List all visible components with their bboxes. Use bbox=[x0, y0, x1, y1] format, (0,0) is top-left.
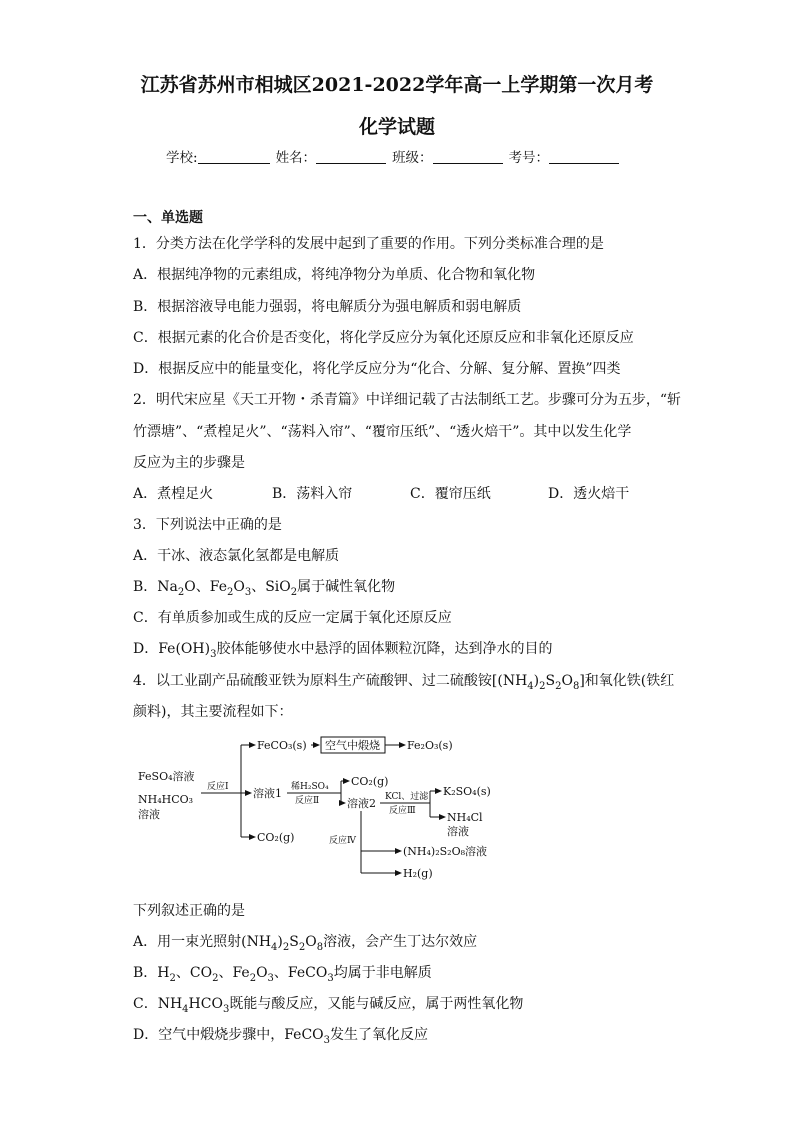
q2-stem-line3: 反应为主的步骤是 bbox=[133, 455, 245, 471]
q3-option-a: A．干冰、液态氯化氢都是电解质 bbox=[133, 548, 340, 564]
flow-reaction-3: 反应Ⅲ bbox=[389, 806, 416, 816]
school-blank bbox=[198, 149, 270, 164]
q1-option-a: A．根据纯净物的元素组成，将纯净物分为单质、化合物和氧化物 bbox=[133, 267, 536, 283]
flow-reaction-4: 反应Ⅳ bbox=[329, 836, 356, 846]
flow-solution-1: 溶液1 bbox=[253, 787, 282, 800]
q3-stem: 3．下列说法中正确的是 bbox=[133, 517, 282, 533]
q4-stem-line2: 颜料)，其主要流程如下： bbox=[133, 704, 293, 720]
section-title: 一、单选题 bbox=[133, 210, 203, 226]
q4-c-suffix: 既能与酸反应，又能与碱反应，属于两性氧化物 bbox=[229, 996, 524, 1012]
flow-solution-2: 溶液2 bbox=[347, 797, 376, 810]
q4-d-prefix: D．空气中煅烧步骤中，FeCO bbox=[133, 1027, 324, 1043]
flow-reaction-1: 反应Ⅰ bbox=[207, 782, 229, 792]
field-class-label: 班级： bbox=[392, 150, 433, 166]
q2-stem-line2: 竹漂塘”、“煮楻足火”、“荡料入帘”、“覆帘压纸”、“透火焙干”。其中以发生化学 bbox=[133, 424, 632, 440]
flow-feco3: FeCO₃(s) bbox=[257, 739, 307, 752]
q4-option-a: A．用一束光照射$(NH_4)_2S_2O_8$溶液，会产生丁达尔效应 bbox=[133, 934, 478, 953]
q1-stem: 1．分类方法在化学学科的发展中起到了重要的作用。下列分类标准合理的是 bbox=[133, 236, 604, 252]
q3-option-b: B．$Na_2O$、$Fe_2O_3$、SiO$_2$属于碱性氧化物 bbox=[133, 579, 396, 598]
q2-stem-line1: 2．明代宋应星《天工开物・杀青篇》中详细记载了古法制纸工艺。步骤可分为五步，“斩 bbox=[133, 392, 682, 408]
flow-fe2o3: Fe₂O₃(s) bbox=[407, 739, 453, 752]
q4-d-suffix: 发生了氧化反应 bbox=[330, 1027, 429, 1043]
q2-option-d: D．透火焙干 bbox=[548, 486, 630, 502]
q4-option-b: B．$H_2$、$CO_2$、$Fe_2O_3$、FeCO$_3$均属于非电解质 bbox=[133, 965, 432, 984]
field-school-label: 学校: bbox=[166, 150, 198, 166]
field-name-label: 姓名： bbox=[275, 150, 317, 166]
number-blank bbox=[549, 149, 619, 164]
q2-option-b: B．荡料入帘 bbox=[272, 486, 353, 502]
q4-b-suffix: 均属于非电解质 bbox=[333, 965, 432, 981]
flow-calcine: 空气中煅烧 bbox=[325, 739, 380, 752]
q4-a-suffix: 溶液，会产生丁达尔效应 bbox=[323, 934, 478, 950]
q2-option-c: C．覆帘压纸 bbox=[410, 486, 491, 502]
flow-co2-bottom: CO₂(g) bbox=[257, 831, 295, 844]
q4-prompt: 下列叙述正确的是 bbox=[133, 903, 245, 919]
exam-subtitle: 化学试题 bbox=[358, 116, 435, 138]
name-blank bbox=[316, 149, 386, 164]
q4-stem-line1: 4．以工业副产品硫酸亚铁为原料生产硫酸钾、过二硫酸铵$[(NH_4)_2S_2O_8]$和氧化铁(铁红 bbox=[133, 673, 675, 692]
q4-a-prefix: A．用一束光照射(NH bbox=[133, 934, 272, 950]
student-info-fields bbox=[166, 146, 625, 166]
flow-dilute-acid: 稀H₂SO₄ bbox=[291, 782, 329, 792]
q4-line1-prefix: 4．以工业副产品硫酸亚铁为原料生产硫酸钾、过二硫酸铵[(NH bbox=[133, 673, 528, 689]
flow-nh4cl: NH₄Cl bbox=[447, 811, 483, 824]
flow-nh4hco3: NH₄HCO₃ bbox=[138, 793, 194, 806]
flow-reaction-2: 反应Ⅱ bbox=[295, 796, 320, 806]
q1-option-b: B．根据溶液导电能力强弱，将电解质分为强电解质和弱电解质 bbox=[133, 299, 522, 315]
q3-b-prefix: B．Na bbox=[133, 579, 178, 595]
q4-line1-suffix: ]和氧化铁(铁红 bbox=[579, 673, 675, 689]
flow-co2-gas: CO₂(g) bbox=[351, 775, 389, 788]
field-number-label: 考号： bbox=[508, 150, 550, 166]
flow-nh4hco3-solution: 溶液 bbox=[138, 808, 160, 821]
flow-persulfate: (NH₄)₂S₂O₈溶液 bbox=[403, 845, 487, 858]
q3-d-suffix: 胶体能够使水中悬浮的固体颗粒沉降，达到净水的目的 bbox=[216, 641, 553, 657]
q2-option-a: A．煮楻足火 bbox=[133, 486, 214, 502]
q3-b-suffix: 属于碱性氧化物 bbox=[297, 579, 396, 595]
flow-h2: H₂(g) bbox=[403, 867, 433, 880]
flow-k2so4: K₂SO₄(s) bbox=[443, 785, 491, 798]
q1-option-c: C．根据元素的化合价是否变化，将化学反应分为氧化还原反应和非氧化还原反应 bbox=[133, 330, 634, 346]
process-flowchart bbox=[133, 733, 503, 883]
exam-title: 江苏省苏州市相城区2021-2022学年高一上学期第一次月考 bbox=[140, 74, 654, 96]
flow-kcl-filter: KCl、过滤 bbox=[385, 792, 429, 802]
q4-option-d: D．空气中煅烧步骤中，FeCO$_3$发生了氧化反应 bbox=[133, 1027, 429, 1046]
q4-option-c: C．$NH_4HCO_3$既能与酸反应，又能与碱反应，属于两性氧化物 bbox=[133, 996, 524, 1015]
flow-feso4: FeSO₄溶液 bbox=[138, 770, 195, 783]
class-blank bbox=[433, 149, 503, 164]
q3-option-c: C．有单质参加或生成的反应一定属于氧化还原反应 bbox=[133, 610, 452, 626]
q3-d-prefix: D．Fe(OH) bbox=[133, 641, 211, 657]
q1-option-d: D．根据反应中的能量变化，将化学反应分为“化合、分解、复分解、置换”四类 bbox=[133, 361, 621, 377]
flow-nh4cl-solution: 溶液 bbox=[447, 825, 469, 838]
q3-option-d: D．$Fe(OH)_3$胶体能够使水中悬浮的固体颗粒沉降，达到净水的目的 bbox=[133, 641, 553, 660]
